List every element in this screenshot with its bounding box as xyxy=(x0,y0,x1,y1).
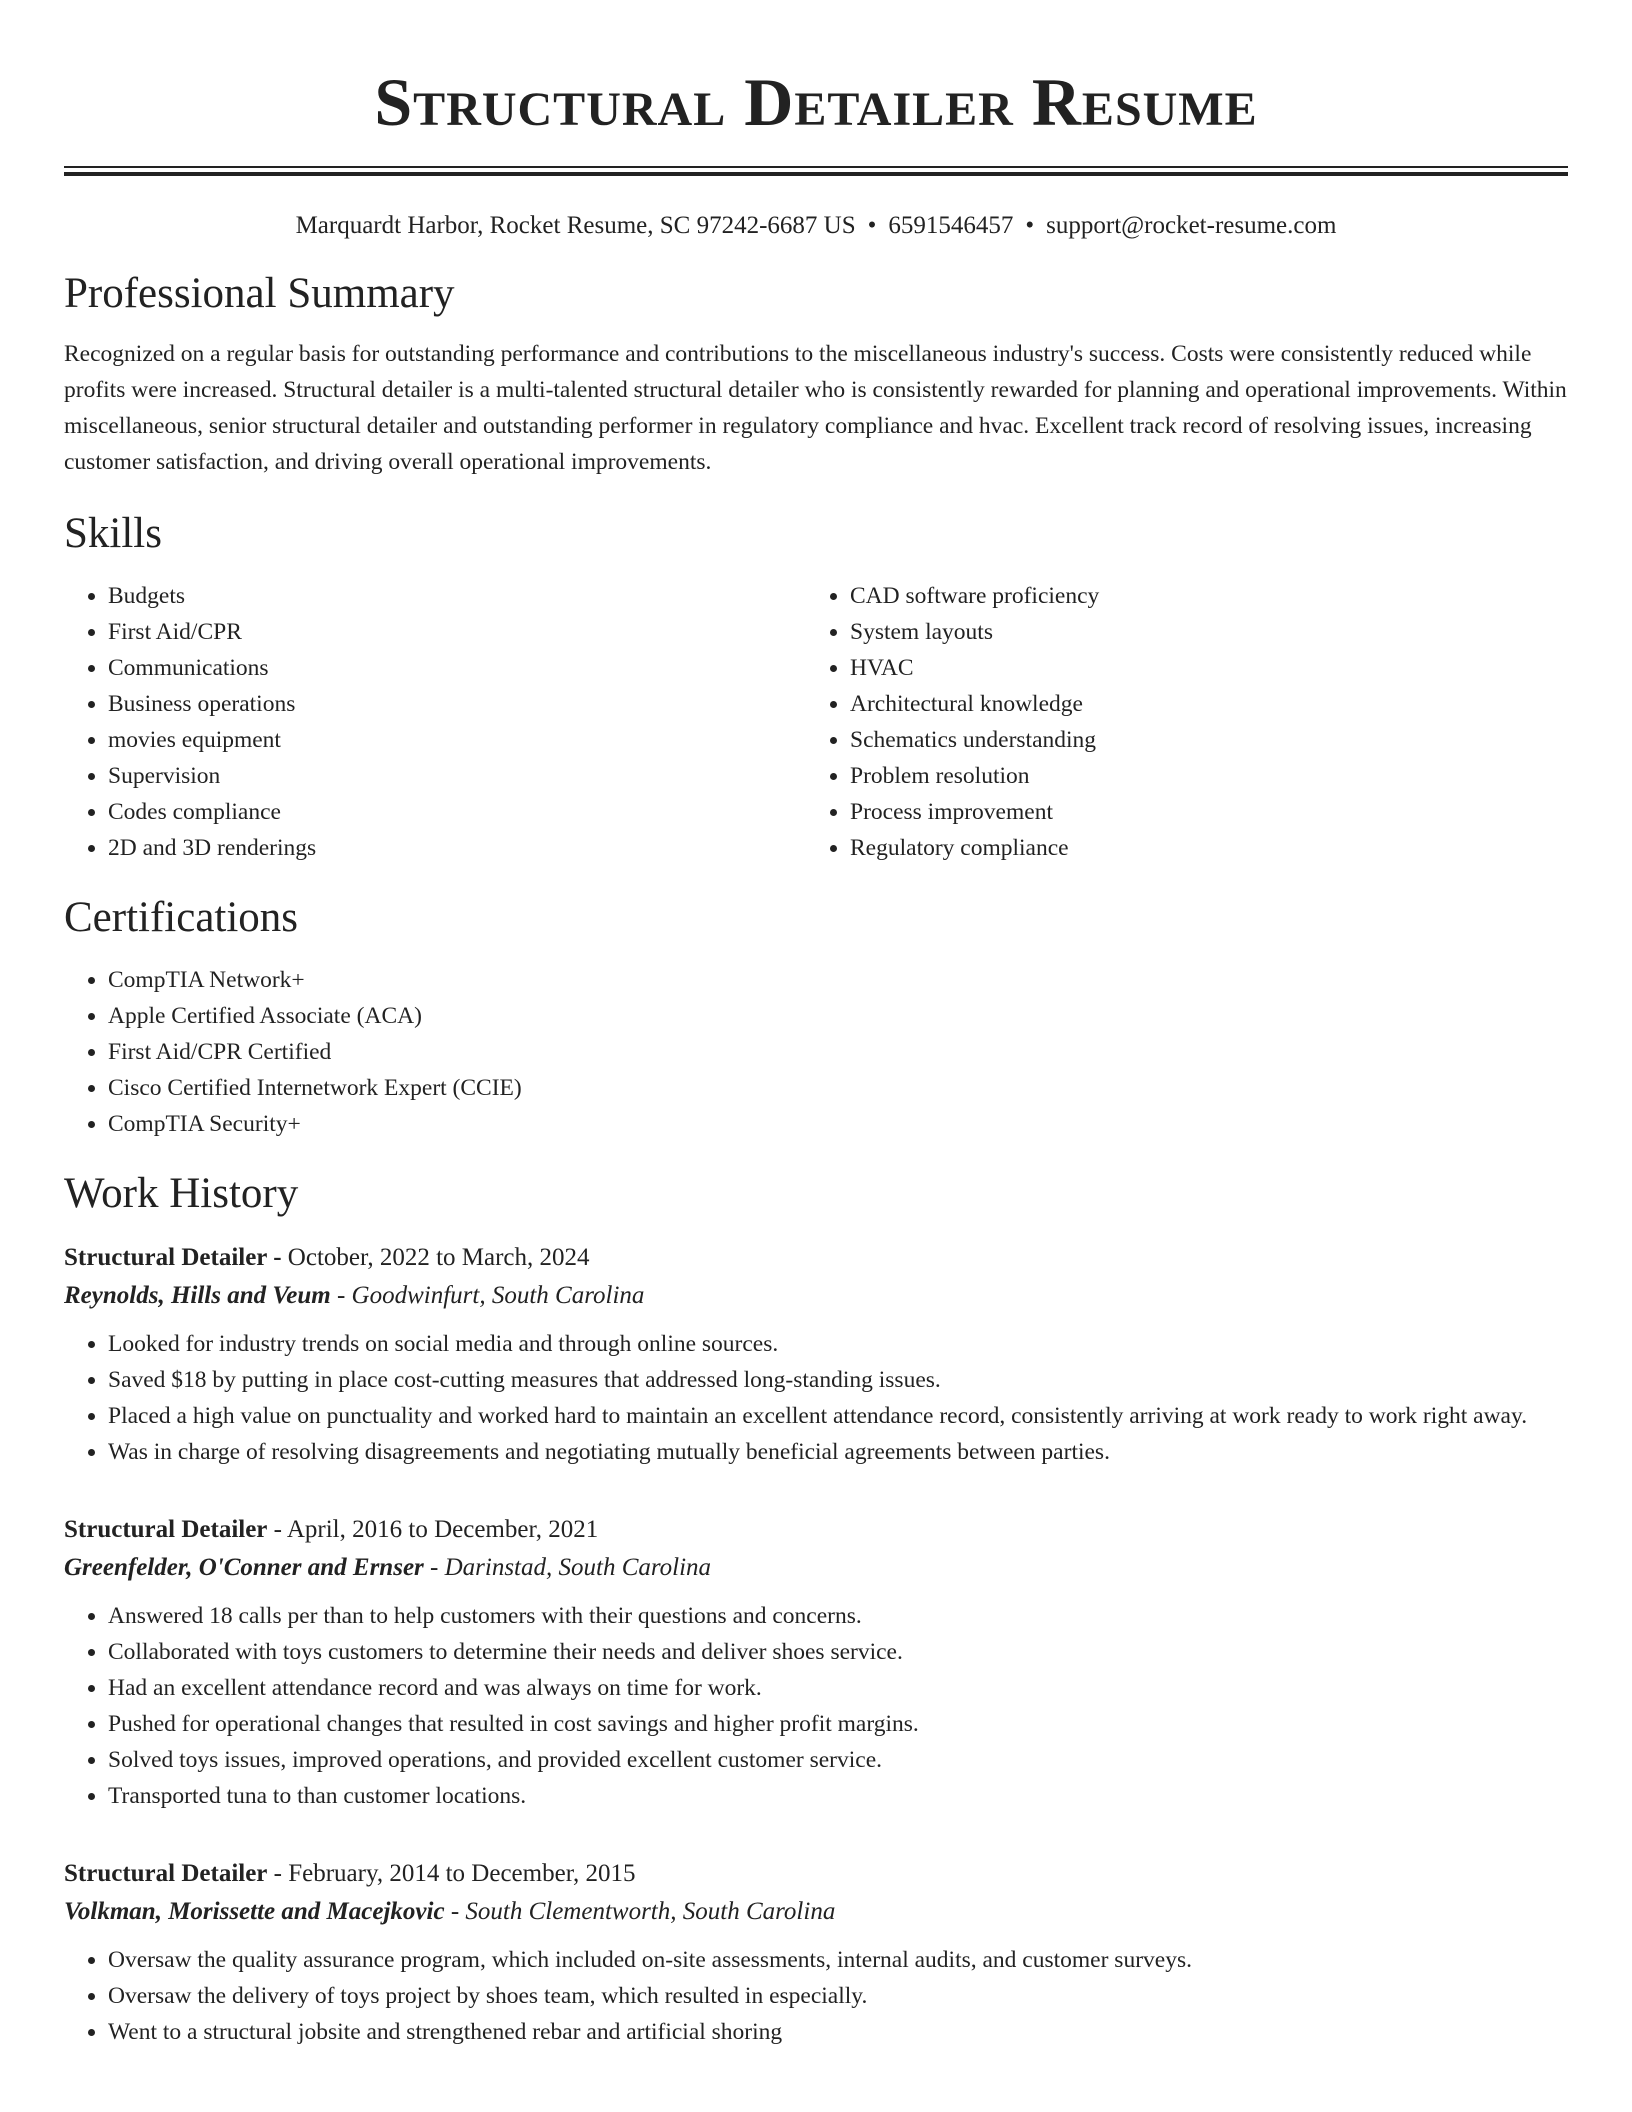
job-bullet: • Went to a structural jobsite and strengthened rebar and artificial shoring xyxy=(108,2014,1568,2050)
job-bullet: • Pushed for operational changes that resulted in cost savings and higher profit margins. xyxy=(108,1706,1568,1742)
skill-item: • Business operations xyxy=(108,686,806,722)
job-bullets xyxy=(64,1598,1568,1814)
certification-item: • CompTIA Security+ xyxy=(108,1106,1568,1142)
skill-item: • movies equipment xyxy=(108,722,806,758)
job-bullet: • Transported tuna to than customer locations. xyxy=(108,1778,1568,1814)
job-bullet: • Solved toys issues, improved operations, and provided excellent customer service. xyxy=(108,1742,1568,1778)
skill-item: • Codes compliance xyxy=(108,794,806,830)
skill-item: • Budgets xyxy=(108,578,806,614)
skill-item: • 2D and 3D renderings xyxy=(108,830,806,866)
skill-item: • System layouts xyxy=(850,614,1548,650)
job-company-line: Greenfelder, O'Conner and Ernser - Darinstad, South Carolina xyxy=(64,1554,712,1581)
job-dates: October, 2022 to March, 2024 xyxy=(287,1244,590,1271)
contact-line xyxy=(64,210,1568,242)
job-dates: April, 2016 to December, 2021 xyxy=(286,1516,599,1543)
contact-address: Marquardt Harbor, Rocket Resume, SC 97242-6687 US xyxy=(295,212,856,239)
skill-item: • Communications xyxy=(108,650,806,686)
contact-email[interactable]: support@rocket-resume.com xyxy=(1046,212,1337,239)
job-bullet: • Collaborated with toys customers to determine their needs and deliver shoes service. xyxy=(108,1634,1568,1670)
skill-item: • Supervision xyxy=(108,758,806,794)
contact-separator: • xyxy=(1025,212,1035,239)
page-title: Structural Detailer Resume xyxy=(374,64,1258,140)
job-bullet: • Answered 18 calls per than to help customers with their questions and concerns. xyxy=(108,1598,1568,1634)
job-bullet: • Looked for industry trends on social media and through online sources. xyxy=(108,1326,1568,1362)
job-bullet: • Was in charge of resolving disagreements and negotiating mutually beneficial agreements between parties. xyxy=(108,1434,1568,1470)
skills-column-left xyxy=(64,578,806,866)
job-bullet: • Placed a high value on punctuality and worked hard to maintain an excellent attendance record, consistently arriving at work ready to work right away. xyxy=(108,1398,1568,1434)
job-bullets xyxy=(64,1326,1568,1470)
skills-columns xyxy=(64,578,1568,866)
skill-item: • Process improvement xyxy=(850,794,1548,830)
job-role: Structural Detailer xyxy=(64,1516,268,1543)
certifications-list xyxy=(64,962,1568,1142)
job-company-line: Reynolds, Hills and Veum - Goodwinfurt, South Carolina xyxy=(64,1282,645,1309)
title-divider xyxy=(64,166,1568,176)
job-entry xyxy=(64,1512,1568,1814)
job-header: Structural Detailer - February, 2014 to December, 2015 xyxy=(64,1860,636,1887)
skill-item: • Schematics understanding xyxy=(850,722,1548,758)
skill-item: • CAD software proficiency xyxy=(850,578,1548,614)
job-entry xyxy=(64,1240,1568,1470)
skill-item: • Problem resolution xyxy=(850,758,1548,794)
job-entry xyxy=(64,1856,1568,2050)
work-history-heading: Work History xyxy=(64,1170,299,1217)
job-bullet: • Had an excellent attendance record and was always on time for work. xyxy=(108,1670,1568,1706)
job-dates: February, 2014 to December, 2015 xyxy=(288,1860,636,1887)
job-location: Goodwinfurt, South Carolina xyxy=(351,1282,645,1309)
skills-column-right xyxy=(806,578,1548,866)
job-header: Structural Detailer - April, 2016 to December, 2021 xyxy=(64,1516,599,1543)
job-location: Darinstad, South Carolina xyxy=(444,1554,712,1581)
skills-heading: Skills xyxy=(64,510,162,557)
certification-item: • CompTIA Network+ xyxy=(108,962,1568,998)
job-company-line: Volkman, Morissette and Macejkovic - South Clementworth, South Carolina xyxy=(64,1898,836,1925)
skill-item: • First Aid/CPR xyxy=(108,614,806,650)
skill-item: • Architectural knowledge xyxy=(850,686,1548,722)
certification-item: • First Aid/CPR Certified xyxy=(108,1034,1568,1070)
job-company: Greenfelder, O'Conner and Ernser xyxy=(64,1554,424,1581)
skill-item: • HVAC xyxy=(850,650,1548,686)
summary-heading: Professional Summary xyxy=(64,270,455,317)
job-header: Structural Detailer - October, 2022 to March, 2024 xyxy=(64,1244,590,1271)
skills-list-left xyxy=(64,578,806,866)
contact-phone: 6591546457 xyxy=(888,212,1014,239)
summary-text: Recognized on a regular basis for outstanding performance and contributions to the miscellaneous industry's success. Costs were consistently reduced while profits were increased. Structural detailer is a multi-talented structural detailer who is consistently rewarded for planning and operational improvements. Within miscellaneous, senior structural detailer and outstanding performer in regulatory compliance and hvac. Excellent track record of resolving issues, increasing customer satisfaction, and driving overall operational improvements. xyxy=(64,341,1567,475)
certification-item: • Apple Certified Associate (ACA) xyxy=(108,998,1568,1034)
contact-separator: • xyxy=(867,212,877,239)
certifications-heading: Certifications xyxy=(64,894,299,941)
job-bullet: • Saved $18 by putting in place cost-cutting measures that addressed long-standing issues. xyxy=(108,1362,1568,1398)
skill-item: • Regulatory compliance xyxy=(850,830,1548,866)
job-location: South Clementworth, South Carolina xyxy=(465,1898,836,1925)
certification-item: • Cisco Certified Internetwork Expert (CCIE) xyxy=(108,1070,1568,1106)
job-bullet: • Oversaw the quality assurance program, which included on-site assessments, internal audits, and customer surveys. xyxy=(108,1942,1568,1978)
job-role: Structural Detailer xyxy=(64,1860,268,1887)
job-bullets xyxy=(64,1942,1568,2050)
resume-page xyxy=(64,0,1568,2050)
skills-list-right xyxy=(806,578,1548,866)
job-company: Reynolds, Hills and Veum xyxy=(64,1282,331,1309)
job-bullet: • Oversaw the delivery of toys project by shoes team, which resulted in especially. xyxy=(108,1978,1568,2014)
job-role: Structural Detailer xyxy=(64,1244,267,1271)
job-company: Volkman, Morissette and Macejkovic xyxy=(64,1898,445,1925)
